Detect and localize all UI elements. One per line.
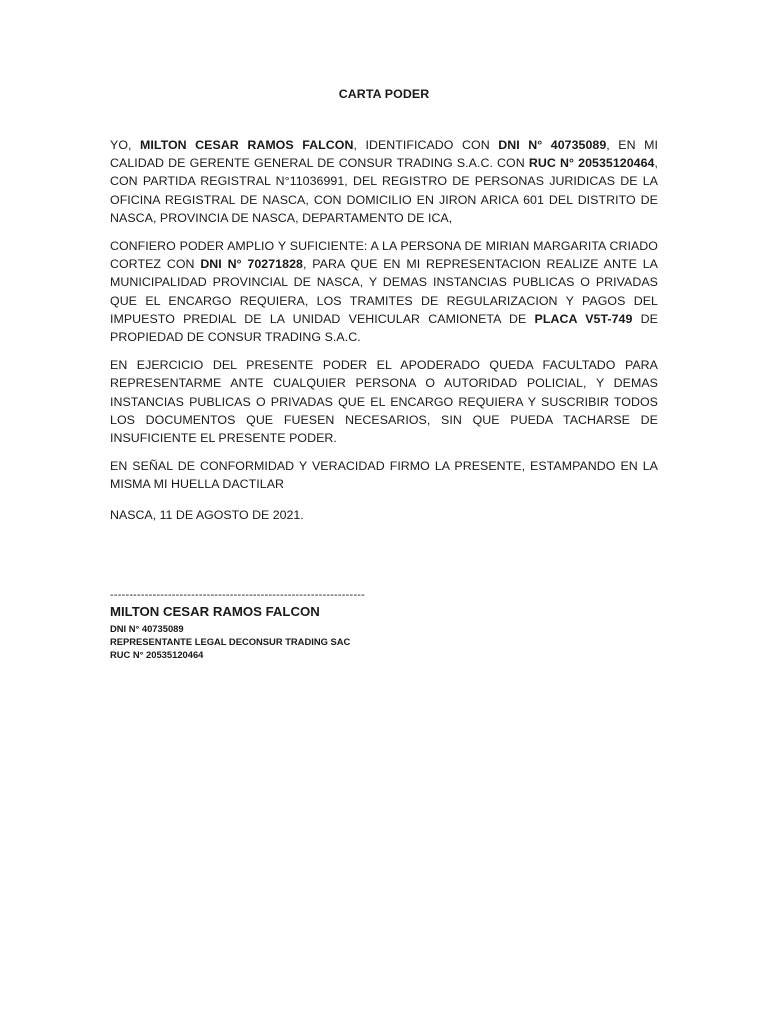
text-segment-bold: MILTON CESAR RAMOS FALCON (140, 138, 354, 152)
paragraph-declaration (110, 136, 658, 227)
document-title: CARTA PODER (338, 87, 430, 101)
text-segment-bold: RUC N° 20535120464 (528, 156, 655, 171)
text-segment: , CON PARTIDA REGISTRAL N°11036991, DEL REGISTRO DE PERSONAS JURIDICAS DE LA OFICINA REGISTRAL DE NASCA, CON DOMICILIO EN JIRON ARICA 601 DEL DISTRITO DE NASCA, PROVINCIA DE NASCA, DEPARTAMENTO DE ICA, (110, 156, 659, 225)
text-segment: EN EJERCICIO DEL PRESENTE PODER EL APODERADO QUEDA FACULTADO PARA REPRESENTARME ANTE CUALQUIER PERSONA O AUTORIDAD POLICIAL, Y DEMAS INSTANCIAS PUBLICAS O PRIVADAS QUE EL ENCARGO REQUIERA Y SUSCRIBIR TODOS LOS DOCUMENTOS QUE FUESEN NECESARIOS, SIN QUE PUEDA TACHARSE DE INSUFICIENTE EL PRESENTE PODER. (110, 358, 658, 446)
text-segment: CONFIERO PODER AMPLIO Y SUFICIENTE: A LA PERSONA DE MIRIAN MARGARITA CRIADO CORTEZ CON (110, 239, 658, 272)
text-segment: , PARA QUE EN MI REPRESENTACION REALIZE ANTE LA MUNICIPALIDAD PROVINCIAL DE NASCA, Y DEMAS INSTANCIAS PUBLICAS O PRIVADAS QUE EL ENCARGO REQUIERA, LOS TRAMITES DE REGULARIZACION Y PAGOS DEL IMPUESTO PREDIAL DE LA UNIDAD VEHICULAR CAMIONETA DE (110, 257, 658, 326)
signer-role: REPRESENTANTE LEGAL DECONSUR TRADING SAC (110, 636, 351, 647)
place-and-date: NASCA, 11 DE AGOSTO DE 2021. (110, 508, 304, 522)
text-segment: YO, (110, 138, 141, 152)
text-segment-bold: DNI N° 40735089 (498, 138, 607, 152)
text-segment-bold: DNI N° 70271828 (200, 257, 303, 272)
signature-block (110, 589, 365, 661)
paragraph-faculties (110, 356, 658, 447)
paragraph-conformity (110, 457, 658, 493)
text-segment: DE PROPIEDAD DE CONSUR TRADING S.A.C. (110, 311, 658, 345)
document-body (110, 136, 658, 504)
text-segment: EN SEÑAL DE CONFORMIDAD Y VERACIDAD FIRMO LA PRESENTE, ESTAMPANDO EN LA MISMA MI HUELLA DACTILAR (110, 459, 658, 492)
signature-line: ------------------------------------------------------------------ (110, 589, 365, 601)
text-segment: , EN MI CALIDAD DE GERENTE GENERAL DE CONSUR TRADING S.A.C. CON (110, 138, 658, 171)
signer-dni: DNI N° 40735089 (110, 623, 184, 634)
signer-name: MILTON CESAR RAMOS FALCON (110, 604, 320, 619)
text-segment: , IDENTIFICADO CON (353, 138, 499, 152)
text-segment-bold: PLACA V5T-749 (534, 311, 633, 326)
paragraph-power-granted (110, 237, 658, 346)
signer-ruc: RUC N° 20535120464 (110, 649, 204, 660)
